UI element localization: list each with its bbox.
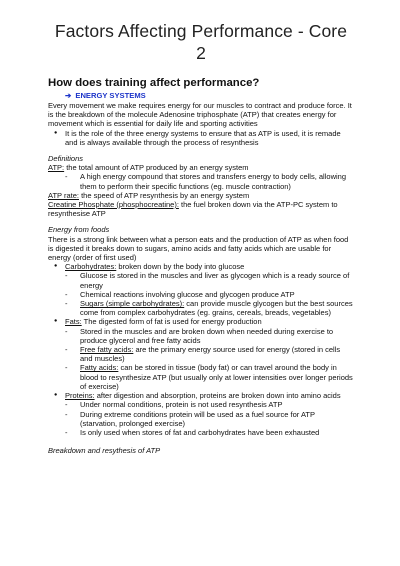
free-fatty-acids-term: Free fatty acids: <box>80 345 134 355</box>
fats-sub-item: - Stored in the muscles and are broken down when needed during exercise to produce glycerol and free fatty acids <box>48 327 354 345</box>
proteins-item <box>50 391 354 400</box>
fats-item <box>50 317 354 326</box>
intro-list <box>48 129 354 147</box>
foods-list <box>48 262 354 437</box>
carbs-sub-item <box>48 299 354 317</box>
sugars-def: can provide muscle glycogen but the best sources come from complex carbohydrates (eg. grains, cereals, breads, vegetables) <box>80 299 353 318</box>
rate-definition <box>48 191 354 200</box>
proteins-sub-item: - During extreme conditions protein will be used as a fuel source for ATP (starvation, prolonged exercise) <box>48 410 354 428</box>
carbs-sub-list <box>48 271 354 317</box>
atp-sub-item: - A high energy compound that stores and transfers energy to body cells, allowing them to perform their specific functions (eg. muscle contraction) <box>48 172 354 190</box>
carbs-sub-item: - Chemical reactions involving glucose and glycogen produce ATP <box>48 290 354 299</box>
definitions-heading: Definitions <box>48 154 84 164</box>
carbs-term: Carbohydrates: <box>65 262 117 272</box>
foods-intro: There is a strong link between what a person eats and the production of ATP as when food is digested it breaks down to sugars, amino acids and fatty acids which are usable for energy (order of first used) <box>48 234 349 263</box>
fatty-acids-def: can be stored in tissue (body fat) or can travel around the body in blood to resynthesize ATP (but usually only at lower intensities over longer periods of exercise) <box>80 363 353 391</box>
rate-term: ATP rate: <box>48 190 79 200</box>
section-heading: How does training affect performance? <box>48 77 260 89</box>
sugars-term: Sugars (simple carbohydrates): <box>80 299 185 309</box>
foods-heading: Energy from foods <box>48 225 110 235</box>
energy-systems-heading <box>65 91 354 101</box>
definitions-section <box>48 154 354 218</box>
carbs-item <box>50 262 354 271</box>
proteins-sub-list <box>48 400 354 437</box>
atp-term: ATP: <box>48 163 65 173</box>
proteins-sub-item: - Is only used when stores of fat and carbohydrates have been exhausted <box>48 428 354 437</box>
breakdown-heading: Breakdown and resythesis of ATP <box>48 446 161 456</box>
arrow-icon: ➔ <box>65 91 72 100</box>
cp-definition <box>48 200 354 218</box>
intro-paragraph: Every movement we make requires energy for our muscles to contract and produce force. It is the breakdown of the molecule Adenosine triphosphate (ATP) that creates energy for movement which is essential for daily life and sporting activities <box>48 101 352 129</box>
breakdown-section <box>48 446 354 455</box>
atp-definition <box>48 163 354 172</box>
cp-def-text: the fuel broken down via the ATP-PC system to resynthesise ATP <box>48 200 338 219</box>
free-fatty-acids-def: are the primary energy source used for energy (stored in cells and muscles) <box>80 345 341 364</box>
energy-systems-label: ENERGY SYSTEMS <box>75 91 146 100</box>
cp-term: Creatine Phosphate (phosphocreatine): <box>48 200 179 210</box>
fatty-acids-term: Fatty acids: <box>80 363 119 373</box>
proteins-sub-item: - Under normal conditions, protein is not used resynthesis ATP <box>48 400 354 409</box>
page-title: Factors Affecting Performance - Core 2 <box>54 21 348 63</box>
fats-term: Fats: <box>65 317 82 327</box>
fats-sub-list <box>48 327 354 391</box>
atp-sub-list <box>48 172 354 190</box>
atp-def-text: the total amount of ATP produced by an energy system <box>64 163 249 173</box>
fats-sub-item <box>48 363 354 391</box>
proteins-term: Proteins: <box>65 391 95 401</box>
proteins-def: after digestion and absorption, proteins are broken down into amino acids <box>94 391 341 401</box>
intro-bullet: ● It is the role of the three energy systems to ensure that as ATP is used, it is remade and is always available through the process of resynthesis <box>50 129 354 147</box>
fats-def: The digested form of fat is used for energy production <box>81 317 262 327</box>
carbs-sub-item: - Glucose is stored in the muscles and liver as glycogen which is a ready source of energy <box>48 271 354 289</box>
foods-section <box>48 225 354 437</box>
carbs-def: broken down by the body into glucose <box>116 262 245 272</box>
fats-sub-item <box>48 345 354 363</box>
rate-def-text: the speed of ATP resynthesis by an energy system <box>79 190 250 200</box>
